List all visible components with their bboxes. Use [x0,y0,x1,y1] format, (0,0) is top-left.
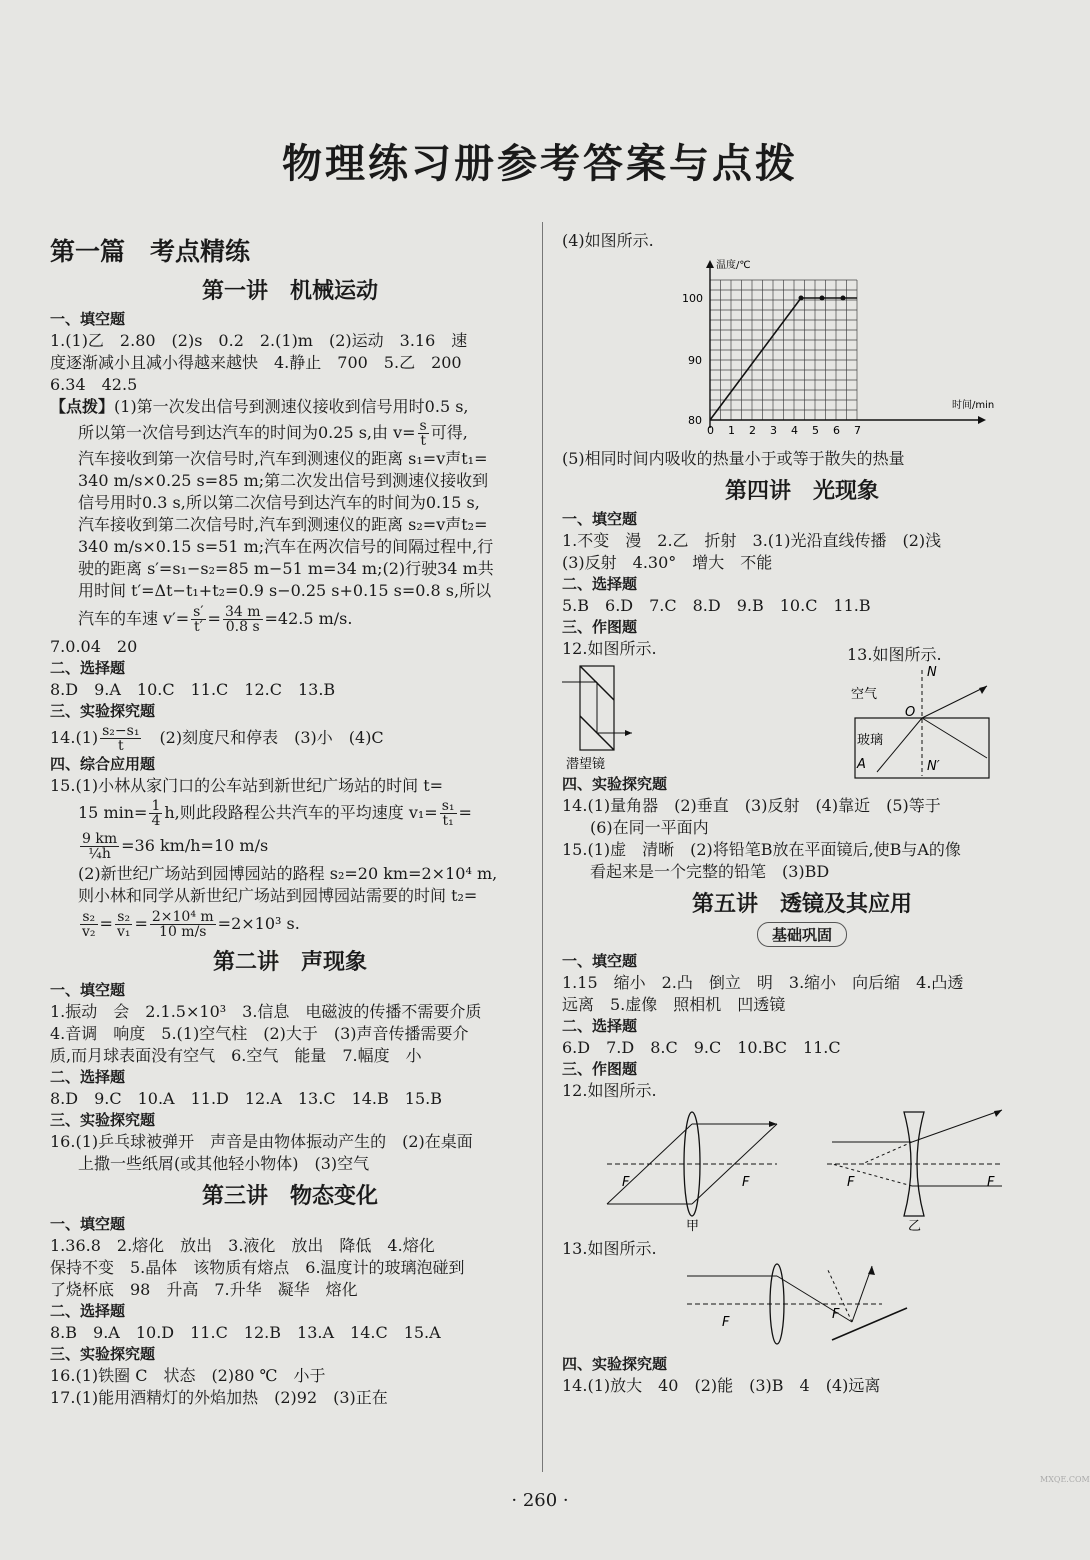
y-tick-label: 100 [682,292,703,305]
tip-label: 【点拨】 [50,397,115,416]
numerator: 34 m [224,604,261,620]
section-heading: 四、实验探究题 [562,775,668,793]
numerator: 2×10⁴ m [151,909,214,925]
tip-text: 可得, [430,423,468,442]
answer-text: 15 min= [78,803,148,822]
periscope-label: 潜望镜 [566,757,606,772]
section-heading: 二、选择题 [50,1302,126,1320]
answer-line [50,829,530,863]
answer-text: h,则此段路程公共汽车的平均速度 v₁= [164,803,438,822]
fraction [80,832,119,861]
point-label: A [857,757,866,772]
fraction [440,799,457,828]
tip-text: 汽车的车速 v′= [78,609,190,628]
section-heading: 一、填空题 [50,1215,126,1233]
answer-line: 保持不变 5.晶体 该物质有熔点 6.温度计的玻璃泡碰到 [50,1258,465,1277]
lecture-3-title: 第三讲 物态变化 [201,1184,378,1209]
answer-line: (6)在同一平面内 [590,818,709,837]
answer-line: 了烧杯底 98 升高 7.升华 凝华 熔化 [50,1280,358,1299]
right-column [562,230,1042,1397]
section-heading: 三、实验探究题 [50,1345,156,1363]
tip-text: =42.5 m/s. [264,609,353,628]
fraction [115,910,133,939]
answer-line: 6.D 7.D 8.C 9.C 10.BC 11.C [562,1038,841,1057]
answer-line: 14.(1)放大 40 (2)能 (3)B 4 (4)远离 [562,1376,881,1395]
answer-line: 1.(1)乙 2.80 (2)s 0.2 2.(1)m (2)运动 3.16 速 [50,331,468,350]
denominator: 0.8 s [225,619,260,635]
part-heading: 第一篇 考点精练 [50,237,251,266]
lecture-4-title: 第四讲 光现象 [724,479,879,504]
focus-label: F [622,1175,630,1190]
figure-label: 乙 [908,1219,922,1234]
denominator: t₁ [442,813,454,829]
x-axis-arrow-icon [978,416,986,424]
fraction [100,724,141,753]
lens-diagrams [602,1102,1022,1234]
section-heading: 三、实验探究题 [50,702,156,720]
numerator: s₁ [441,798,455,814]
answer-line: 则小林和同学从新世纪广场站到园博园站需要的时间 t₂= [78,886,478,905]
point-label: O [905,705,916,720]
section-heading: 一、填空题 [50,310,126,328]
fraction [223,605,263,634]
figure-label: 甲 [686,1219,700,1234]
normal-label: N [927,665,937,680]
answer-line: 14.(1)量角器 (2)垂直 (3)反射 (4)靠近 (5)等于 [562,796,941,815]
answer-line: (2)新世纪广场站到园博园站的路程 s₂=20 km=2×10⁴ m, [78,864,498,883]
y-axis-label: 温度/℃ [716,260,751,271]
focus-label: F [742,1175,750,1190]
answer-line: 5.B 6.D 7.C 8.D 9.B 10.C 11.B [562,596,871,615]
answer-line: 16.(1)铁圈 C 状态 (2)80 ℃ 小于 [50,1366,326,1385]
focus-label: F [832,1307,840,1322]
page-number: · 260 · [511,1490,569,1511]
answer-line: (4)如图所示. [562,231,654,250]
lecture-1-title: 第一讲 机械运动 [201,279,378,304]
section-heading: 一、填空题 [50,981,126,999]
section-heading: 四、实验探究题 [562,1355,668,1373]
denominator: ¼h [88,846,111,862]
x-tick-label: 1 [728,424,735,437]
x-axis-label: 时间/min [952,400,995,411]
normal-label: N′ [927,759,940,774]
numerator: s₂ [80,910,98,925]
answer-line: 4.音调 响度 5.(1)空气柱 (2)大于 (3)声音传播需要介 [50,1024,469,1043]
air-label: 空气 [851,687,878,702]
answer-line: 16.(1)乒乓球被弹开 声音是由物体振动产生的 (2)在桌面 [50,1132,473,1151]
answer-line: 7.0.04 20 [50,637,138,656]
temperature-time-graph [682,258,1002,438]
section-heading: 三、实验探究题 [50,1111,156,1129]
equals: = [458,803,472,822]
x-tick-label: 6 [833,424,840,437]
lens-mirror-diagram [682,1260,942,1350]
numerator: s′ [193,604,204,620]
answer-line: 1.15 缩小 2.凸 倒立 明 3.缩小 向后缩 4.凸透 [562,973,964,992]
answer-line: 质,而月球表面没有空气 6.空气 能量 7.幅度 小 [50,1046,422,1065]
denominator: v₂ [82,924,96,940]
equals: = [134,914,148,933]
periscope-diagram [562,660,682,774]
tip-line: 驶的距离 s′=s₁−s₂=85 m−51 m=34 m;(2)行驶34 m共 [78,559,494,578]
section-heading: 二、选择题 [562,575,638,593]
section-heading: 二、选择题 [50,659,126,677]
page-title: 物理练习册参考答案与点拨 [282,141,798,187]
tip-line [50,396,530,418]
answer-line: 12.如图所示. [562,1081,657,1100]
x-tick-label: 5 [812,424,819,437]
answer-line: 上撒一些纸屑(或其他轻小物体) (3)空气 [78,1154,370,1173]
x-tick-label: 0 [707,424,714,437]
tip-line: 340 m/s×0.15 s=51 m;汽车在两次信号的间隔过程中,行 [78,537,494,556]
answer-line [50,907,530,941]
answer-line: 看起来是一个完整的铅笔 (3)BD [590,862,830,881]
tip-text: 所以第一次信号到达汽车的时间为0.25 s,由 v= [78,423,416,442]
fraction [149,799,162,828]
refraction-diagram [847,664,1027,784]
optics-figures-row [562,638,1042,774]
answer-line: 15.(1)小林从家门口的公车站到新世纪广场站的时间 t= [50,776,444,795]
section-heading: 三、作图题 [562,618,638,636]
data-point [799,296,804,301]
answer-line: (3)反射 4.30° 增大 不能 [562,553,773,572]
numerator: s₂−s₁ [102,723,140,739]
fraction [150,910,216,939]
y-tick-label: 90 [688,354,702,367]
numerator: 1 [151,798,161,814]
tip-line: 汽车接收到第一次信号时,汽车到测速仪的距离 s₁=v声t₁= [78,449,488,468]
focus-label: F [987,1175,995,1190]
denominator: 4 [151,813,161,829]
answer-line: 8.D 9.A 10.C 11.C 12.C 13.B [50,680,336,699]
column-divider [542,222,543,1472]
answer-text: =2×10³ s. [217,914,300,933]
answer-line: 8.D 9.C 10.A 11.D 12.A 13.C 14.B 15.B [50,1089,442,1108]
glass-label: 玻璃 [857,733,884,748]
data-point [841,296,846,301]
section-heading: 三、作图题 [562,1060,638,1078]
denominator: 10 m/s [159,924,207,940]
answer-text: (2)刻度尺和停表 (3)小 (4)C [143,728,384,747]
tip-line: 信号用时0.3 s,所以第二次信号到达汽车的时间为0.15 s, [78,493,480,512]
answer-text: =36 km/h=10 m/s [121,836,269,855]
section-heading: 四、综合应用题 [50,755,156,773]
denominator: t′ [193,619,203,635]
lecture-5-title: 第五讲 透镜及其应用 [691,892,912,917]
y-axis-arrow-icon [706,260,714,268]
section-badge: 基础巩固 [757,922,847,947]
fraction [418,419,429,448]
answer-line: 1.不变 漫 2.乙 折射 3.(1)光沿直线传播 (2)浅 [562,531,942,550]
left-column [50,230,530,1409]
focus-label: F [722,1315,730,1330]
numerator: s [419,418,427,434]
answer-line: 度逐渐减小且减小得越来越快 4.静止 700 5.乙 200 [50,353,462,372]
data-point [820,296,825,301]
answer-line: 15.(1)虚 清晰 (2)将铅笔B放在平面镜后,使B与A的像 [562,840,961,859]
denominator: v₁ [116,924,131,940]
x-tick-label: 2 [749,424,756,437]
answer-line: 13.如图所示. [847,645,942,664]
tip-line: 用时间 t′=Δt−t₁+t₂=0.9 s−0.25 s+0.15 s=0.8 s,所以 [78,581,492,600]
numerator: s₂ [115,910,133,925]
answer-line: 1.36.8 2.熔化 放出 3.液化 放出 降低 4.熔化 [50,1236,435,1255]
x-tick-label: 3 [770,424,777,437]
numerator: 9 km [82,831,118,847]
section-heading: 二、选择题 [50,1068,126,1086]
answer-line: 8.B 9.A 10.D 11.C 12.B 13.A 14.C 15.A [50,1323,441,1342]
focus-label: F [847,1175,855,1190]
tip-line: 340 m/s×0.25 s=85 m;第二次发出信号到测速仪接收到 [78,471,489,490]
answer-line: 6.34 42.5 [50,375,138,394]
graph-grid [710,280,857,420]
answer-line: 17.(1)能用酒精灯的外焰加热 (2)92 (3)正在 [50,1388,388,1407]
x-tick-label: 4 [791,424,798,437]
answer-line: 1.振动 会 2.1.5×10³ 3.信息 电磁波的传播不需要介质 [50,1002,482,1021]
x-tick-label: 7 [854,424,861,437]
tip-line [50,418,530,448]
tip-line [50,602,530,636]
badge-row [562,922,1042,947]
denominator: t [117,738,124,754]
answer-line: 13.如图所示. [562,1239,657,1258]
denominator: t [420,433,426,449]
answer-text: 14.(1) [50,728,99,747]
answer-line: 12.如图所示. [562,639,657,658]
answer-line: 远离 5.虚像 照相机 凹透镜 [562,995,786,1014]
answer-line [50,722,530,754]
fraction [80,910,98,939]
section-heading: 一、填空题 [562,510,638,528]
y-tick-label: 80 [688,414,702,427]
lecture-2-title: 第二讲 声现象 [212,950,367,975]
watermark: MXQE.COM [1040,1475,1090,1484]
tip-text: (1)第一次发出信号到测速仪接收到信号用时0.5 s, [114,397,469,416]
answer-line [50,797,530,829]
fraction [191,605,205,634]
section-heading: 二、选择题 [562,1017,638,1035]
answer-line: (5)相同时间内吸收的热量小于或等于散失的热量 [562,449,905,468]
equals: = [99,914,113,933]
section-heading: 一、填空题 [562,952,638,970]
tip-line: 汽车接收到第二次信号时,汽车到测速仪的距离 s₂=v声t₂= [78,515,488,534]
equals: = [207,609,221,628]
